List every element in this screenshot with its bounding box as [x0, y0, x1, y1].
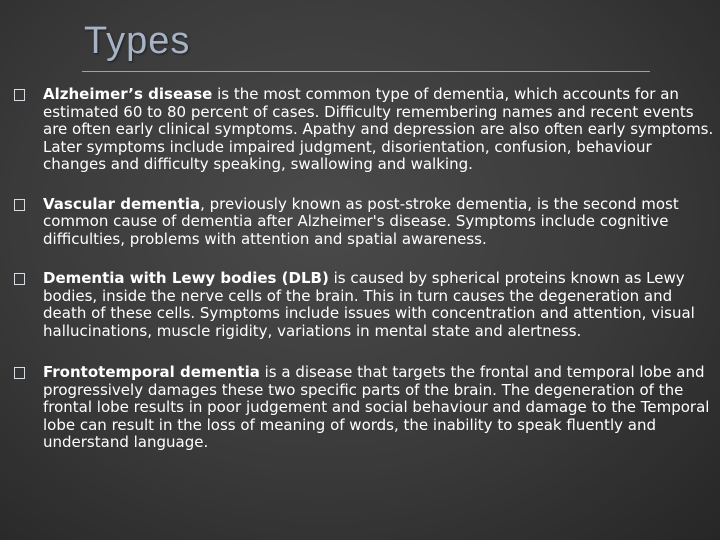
bullet-lewy-bodies [14, 270, 716, 340]
bullet-alzheimers [14, 86, 716, 174]
bullet-term: Dementia with Lewy bodies (DLB) [43, 269, 329, 287]
square-bullet-icon [14, 273, 25, 285]
bullet-vascular [14, 196, 716, 249]
bullet-term: Vascular dementia [43, 194, 201, 213]
square-bullet-icon [14, 89, 25, 101]
square-bullet-icon [14, 199, 25, 211]
square-bullet-icon [14, 367, 25, 379]
bullet-text: is caused by spherical proteins known as Lewy bodies, inside the nerve cells of the brain. This in turn causes the degeneration and death of these cells. Symptoms include issues with concentration and attention, visual hallucinations, muscle rigidity, variations in mental state and alertness. [43, 269, 695, 340]
bullet-text: , previously known as post-stroke dementia, is the second most common cause of dementia after Alzheimer's disease. Symptoms include cognitive difficulties, problems with attention and spatial awareness. [43, 194, 679, 248]
bullet-term: Frontotemporal dementia [43, 363, 260, 381]
bullet-text: is the most common type of dementia, which accounts for an estimated 60 to 80 percent of cases. Difficulty remembering names and recent events are often early clinical symptoms. Apathy and depression are also often early symptoms. Later symptoms include impaired judgment, disorientation, confusion, behaviour changes and difficulty speaking, swallowing and walking. [43, 85, 714, 173]
slide-title: Types [84, 20, 191, 62]
bullet-frontotemporal [14, 364, 716, 452]
bullet-list [14, 86, 716, 474]
bullet-term: Alzheimer’s disease [43, 85, 213, 103]
title-divider [82, 71, 650, 72]
bullet-text: is a disease that targets the frontal and temporal lobe and progressively damages these two specific parts of the brain. The degeneration of the frontal lobe results in poor judgement and social behaviour and damage to the Temporal lobe can result in the loss of meaning of words, the inability to speak fluently and understand language. [43, 363, 710, 451]
